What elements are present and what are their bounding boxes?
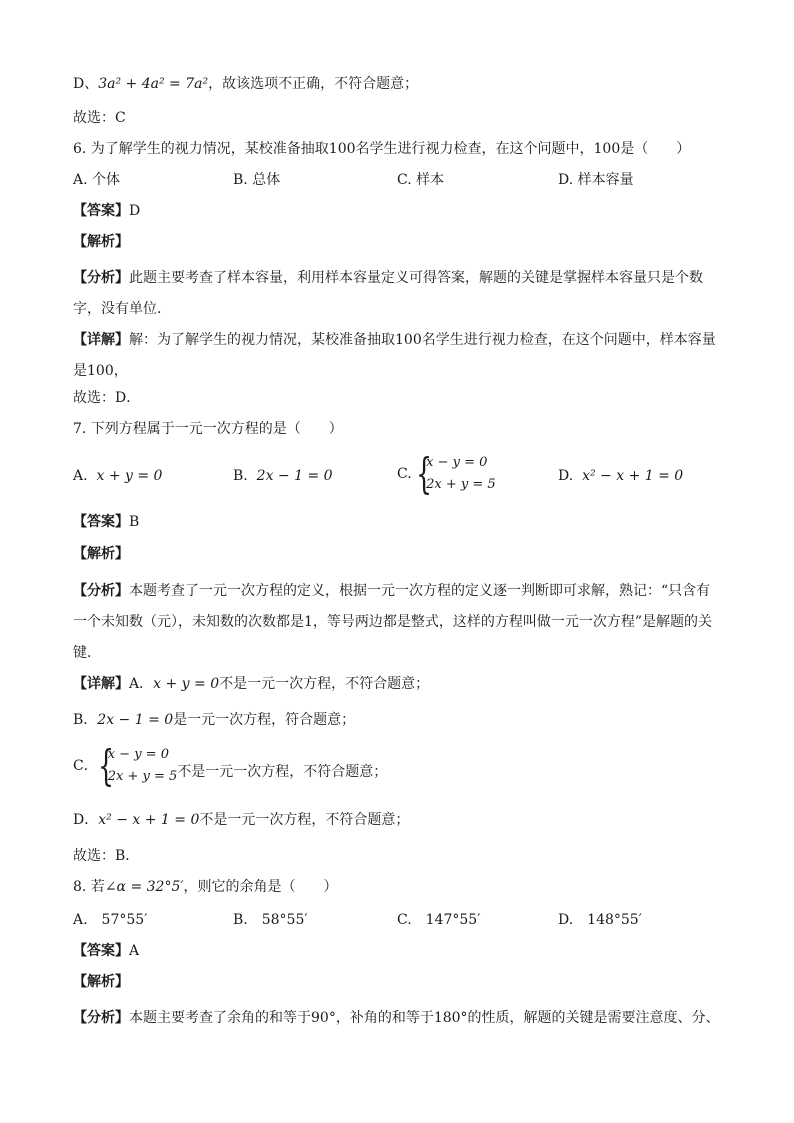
q6-option-d: D. 样本容量 [558, 172, 634, 188]
q7-detail-b [73, 710, 355, 730]
q5-option-d-prefix: D、 [73, 76, 99, 92]
q7-option-a [73, 466, 162, 486]
q7-option-a-expr: x + y = 0 [96, 468, 163, 484]
q7-option-b [233, 466, 333, 486]
q6-option-a: A. 个体 [73, 172, 121, 188]
q7-detail-b-prefix: B． [73, 712, 98, 728]
q7-option-c-row2: 2x + y = 5 [426, 477, 496, 492]
q7-detail-c-prefix: C． [73, 758, 98, 774]
q5-choice: 故选：C [73, 110, 126, 126]
q6-stem: 6. 为了解学生的视力情况，某校准备抽取100名学生进行视力检查，在这个问题中，100是（ ） [73, 141, 691, 157]
q7-detail-a-text: 不是一元一次方程，不符合题意； [219, 676, 430, 692]
q7-fenxi-tag: 【分析】 [73, 583, 129, 599]
q7-detail-d [73, 810, 409, 830]
q7-detail-c [73, 741, 388, 790]
q5-option-d-line [73, 74, 418, 94]
q7-detail-b-expr: 2x − 1 = 0 [97, 712, 174, 728]
q7-detail-b-text: 是一元一次方程，符合题意； [173, 712, 356, 728]
q7-detail-c-row2: 2x + y = 5 [107, 769, 178, 784]
q6-answer-line [73, 201, 140, 221]
q8-answer-line [73, 941, 139, 961]
q7-detail-a-prefix: A． [129, 676, 154, 692]
q6-fenxi-line [73, 263, 723, 325]
brace-icon: { [416, 449, 433, 498]
q8-option-c: C. 147°55′ [397, 912, 481, 928]
q8-analysis-tag: 【解析】 [73, 974, 129, 990]
q6-option-c: C. 样本 [397, 172, 445, 188]
q6-answer: D [129, 203, 141, 219]
q7-option-b-label: B. [233, 468, 248, 484]
q8-stem [73, 877, 338, 897]
q8-stem-expr: ∠α = 32°5′ [104, 879, 184, 895]
q7-option-d-expr: x² − x + 1 = 0 [582, 468, 684, 484]
q6-xiangjie: 解：为了解学生的视力情况，某校准备抽取100名学生进行视力检查，在这个问题中，样本容量是100， [73, 332, 716, 379]
q8-option-d: D. 148°55′ [558, 912, 642, 928]
q8-stem-suffix: ，则它的余角是（ ） [183, 879, 338, 895]
q6-analysis-tag: 【解析】 [73, 234, 129, 250]
q8-fenxi-tag: 【分析】 [73, 1010, 129, 1026]
q7-fenxi: 本题考查了一元一次方程的定义，根据一元一次方程的定义逐一判断即可求解，熟记：“只含有一个未知数（元），未知数的次数都是1，等号两边都是整式，这样的方程叫做一元一次方程”是解题的关键． [73, 583, 713, 661]
q7-option-c [397, 449, 496, 498]
q8-fenxi-line [73, 1003, 723, 1034]
q7-detail-d-text: 不是一元一次方程，不符合题意； [199, 812, 410, 828]
q7-option-a-label: A. [73, 468, 88, 484]
q8-fenxi: 本题主要考查了余角的和等于90°，补角的和等于180°的性质，解题的关键是需要注意度、分、 [129, 1010, 720, 1026]
q7-detail-a-expr: x + y = 0 [153, 676, 220, 692]
q7-option-c-label: C. [397, 466, 412, 482]
q8-option-b: B. 58°55′ [233, 912, 308, 928]
q7-detail-d-expr: x² − x + 1 = 0 [98, 812, 200, 828]
q5-option-d-expr: 3a² + 4a² = 7a² [98, 76, 209, 92]
q7-option-d-label: D. [558, 468, 574, 484]
brace-icon: { [97, 741, 114, 790]
q7-xiangjie-tag: 【详解】 [73, 676, 129, 692]
q7-option-b-expr: 2x − 1 = 0 [256, 468, 333, 484]
q7-answer-tag: 【答案】 [73, 514, 129, 530]
q7-detail-a [73, 674, 429, 694]
q7-fenxi-line [73, 576, 723, 669]
q8-answer: A [129, 943, 140, 959]
q7-detail-c-row1: x − y = 0 [107, 747, 169, 762]
q7-detail-c-text: 不是一元一次方程，不符合题意； [177, 764, 388, 780]
q7-detail-c-system [97, 741, 178, 790]
q7-answer: B [129, 514, 140, 530]
q6-answer-tag: 【答案】 [73, 203, 129, 219]
q7-choice: 故选：B． [73, 848, 140, 864]
q7-analysis-tag: 【解析】 [73, 546, 129, 562]
q8-stem-prefix: 8. 若 [73, 879, 105, 895]
q8-option-a: A. 57°55′ [73, 912, 148, 928]
q6-choice: 故选：D． [73, 390, 141, 406]
q7-option-c-system [416, 449, 496, 498]
q7-stem: 7. 下列方程属于一元一次方程的是（ ） [73, 421, 343, 437]
q6-option-b: B. 总体 [233, 172, 281, 188]
q7-option-d [558, 466, 683, 486]
q6-xiangjie-tag: 【详解】 [73, 332, 129, 348]
q7-detail-d-prefix: D． [73, 812, 99, 828]
q8-answer-tag: 【答案】 [73, 943, 129, 959]
q7-option-c-row1: x − y = 0 [426, 455, 488, 470]
q6-fenxi: 此题主要考查了样本容量，利用样本容量定义可得答案，解题的关键是掌握样本容量只是个数字，没有单位． [73, 270, 703, 317]
q5-option-d-text: ，故该选项不正确，不符合题意； [208, 76, 419, 92]
q6-xiangjie-line [73, 325, 723, 387]
q6-fenxi-tag: 【分析】 [73, 270, 129, 286]
q7-answer-line [73, 512, 139, 532]
